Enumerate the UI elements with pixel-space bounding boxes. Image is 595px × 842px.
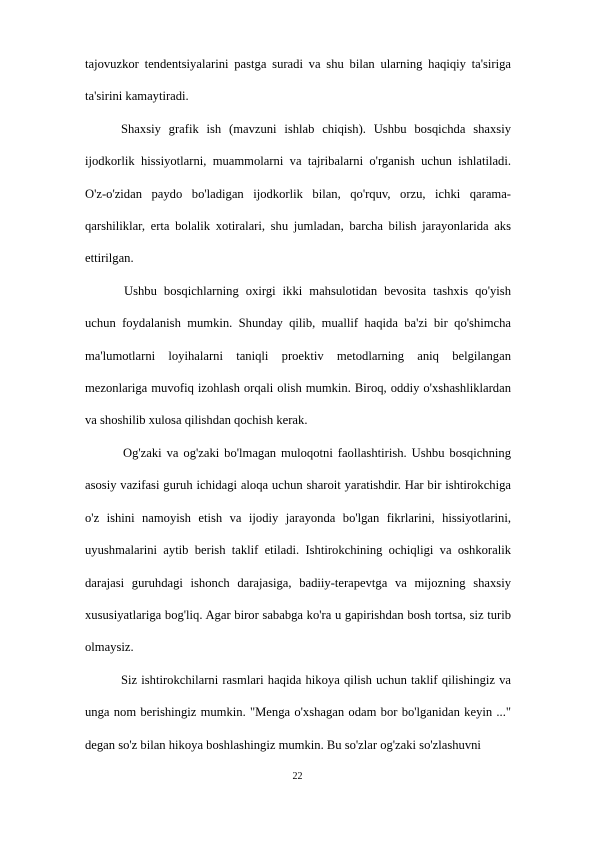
- page-number: 22: [292, 771, 303, 782]
- paragraph-3: Ushbu bosqichlarning oxirgi ikki mahsulotidan bevosita tashxis qo'yish uchun foydalanish mumkin. Shunday qilib, muallif haqida ba'zi bir qo'shimcha ma'lumotlarni loyihalarni taniqli proektiv metodlarning aniq belgilangan mezonlariga muvofiq izohlash orqali olish mumkin. Biroq, oddiy o'xshashliklardan va shoshilib xulosa qilishdan qochish kerak.: [85, 283, 511, 428]
- paragraph-4: Og'zaki va og'zaki bo'lmagan muloqotni faollashtirish. Ushbu bosqichning asosiy vazifasi guruh ichidagi aloqa uchun sharoit yaratishdir. Har bir ishtirokchiga o'z ishini namoyish etish va ijodiy jarayonda bo'lgan fikrlarini, hissiyotlarini, uyushmalarini aytib berish taklif etiladi. Ishtirokchining ochiqligi va oshkoralik darajasi guruhdagi ishonch darajasiga, badiiy-terapevtga va mijozning shaxsiy xususiyatlariga bog'liq. Agar biror sababga ko'ra u gapirishdan bosh tortsa, siz turib olmaysiz.: [85, 445, 511, 655]
- body-text: [85, 48, 511, 761]
- paragraph-1: tajovuzkor tendentsiyalarini pastga suradi va shu bilan ularning haqiqiy ta'siriga ta'sirini kamaytiradi.: [85, 57, 511, 104]
- paragraph-2: Shaxsiy grafik ish (mavzuni ishlab chiqish). Ushbu bosqichda shaxsiy ijodkorlik hissiyotlarni, muammolarni va tajribalarni o'rganish uchun ishlatiladi. O'z-o'zidan paydo bo'ladigan ijodkorlik bilan, qo'rquv, orzu, ichki qarama-qarshiliklar, erta bolalik xotiralari, shu jumladan, barcha bilish jarayonlarida aks ettirilgan.: [85, 121, 511, 266]
- paragraph-5: Siz ishtirokchilarni rasmlari haqida hikoya qilish uchun taklif qilishingiz va unga nom berishingiz mumkin. "Menga o'xshagan odam bor bo'lganidan keyin ..." degan so'z bilan hikoya boshlashingiz mumkin. Bu so'zlar og'zaki so'zlashuvni: [85, 672, 511, 752]
